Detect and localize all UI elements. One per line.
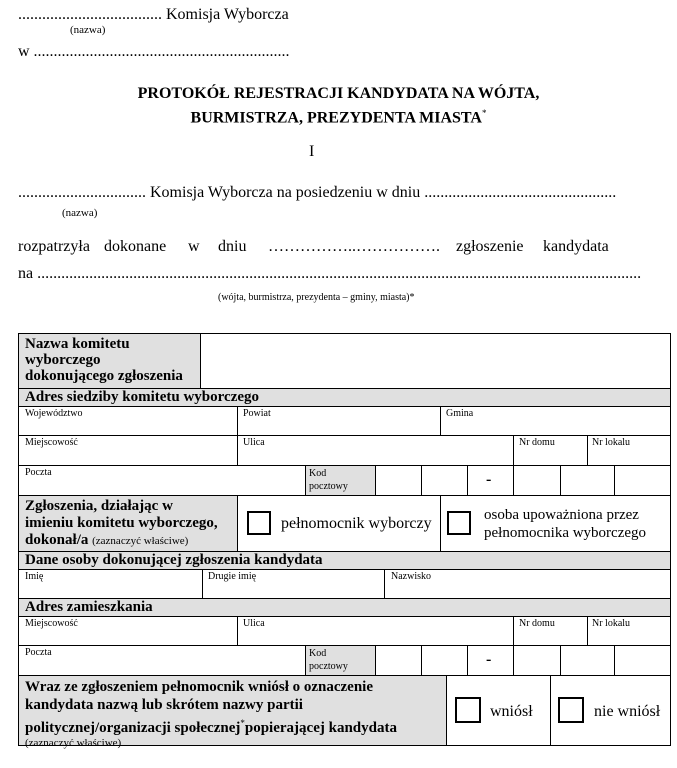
in-word: w: [188, 238, 200, 255]
res-locality-field[interactable]: [19, 617, 237, 645]
residence-address-header: Adres zamieszkania: [25, 599, 153, 615]
proxy-option-label: pełnomocnik wyborczy: [281, 515, 432, 532]
proxy-checkbox[interactable]: [247, 511, 271, 535]
res-street-field[interactable]: [238, 617, 513, 645]
document-title-line2: BURMISTRZA, PREZYDENTA MIASTA*: [190, 108, 487, 127]
request-note: (zaznaczyć właściwe): [25, 737, 122, 749]
first-name-label: Imię: [25, 571, 44, 582]
house-number-label: Nr domu: [519, 437, 555, 448]
request-not-made-label: nie wniósł: [594, 703, 661, 720]
res-locality-label: Miejscowość: [25, 618, 78, 629]
notification-word: zgłoszenie: [456, 238, 524, 255]
postcode-digit-1[interactable]: [376, 466, 421, 495]
res-postcode-digit-5[interactable]: [615, 646, 670, 675]
res-postcode-digit-1[interactable]: [376, 646, 421, 675]
position-line: na .......................................................................................................................................................: [18, 265, 642, 282]
request-not-made-checkbox[interactable]: [558, 697, 584, 723]
voivodeship-field[interactable]: [19, 407, 237, 435]
surname-label: Nazwisko: [391, 571, 431, 582]
request-made-label: wniósł: [490, 703, 533, 720]
made-word: dokonane: [104, 238, 167, 255]
street-field[interactable]: [238, 436, 513, 465]
commune-field[interactable]: [441, 407, 670, 435]
location-line: w ................................................................: [18, 43, 290, 60]
person-data-header: Dane osoby dokonującej zgłoszenia kandydata: [25, 552, 323, 568]
second-name-label: Drugie imię: [208, 571, 257, 582]
post-office-label: Poczta: [25, 467, 52, 478]
postcode-digit-3[interactable]: [514, 466, 560, 495]
committee-name-field[interactable]: [201, 334, 670, 388]
res-post-office-field[interactable]: [19, 646, 305, 675]
authorized-person-option-label: osoba upoważniona przez pełnomocnika wyborczego: [484, 507, 647, 541]
acting-label: Zgłoszenia, działając w imieniu komitetu wyborczego, dokonał/a (zaznaczyć właściwe): [25, 498, 218, 548]
session-caption: (nazwa): [62, 207, 98, 219]
postcode-label: Kod pocztowy: [309, 468, 348, 492]
section-number: I: [309, 143, 315, 160]
postcode-digit-4[interactable]: [561, 466, 614, 495]
res-postcode-dash: -: [486, 651, 492, 668]
res-apartment-number-label: Nr lokalu: [592, 618, 631, 629]
apartment-number-label: Nr lokalu: [592, 437, 631, 448]
postcode-digit-2[interactable]: [422, 466, 467, 495]
committee-name-label: Nazwa komitetu wyborczego dokonującego zgłoszenia: [25, 336, 183, 384]
first-name-field[interactable]: [19, 570, 202, 598]
res-postcode-digit-2[interactable]: [422, 646, 467, 675]
res-street-label: Ulica: [243, 618, 265, 629]
res-postcode-digit-3[interactable]: [514, 646, 560, 675]
reviewed-word: rozpatrzyła: [18, 238, 90, 255]
res-house-number-field[interactable]: [514, 617, 587, 645]
date-dots: ……………..…………….: [268, 238, 440, 255]
commission-name-line: .................................... Komisja Wyborcza: [18, 6, 289, 23]
locality-field[interactable]: [19, 436, 237, 465]
authorized-person-checkbox[interactable]: [447, 511, 471, 535]
house-number-field[interactable]: [514, 436, 587, 465]
locality-label: Miejscowość: [25, 437, 78, 448]
res-house-number-label: Nr domu: [519, 618, 555, 629]
commission-name-caption: (nazwa): [70, 24, 106, 36]
commune-label: Gmina: [446, 408, 474, 419]
surname-field[interactable]: [385, 570, 670, 598]
postcode-dash: -: [486, 471, 492, 488]
acting-note: (zaznaczyć właściwe): [92, 535, 189, 547]
res-postcode-label: Kod pocztowy: [309, 648, 348, 672]
party-designation-request-label: Wraz ze zgłoszeniem pełnomocnik wniósł o oznaczenie kandydata nazwą lub skrótem nazwy partii politycznej/organizacji społecznej*popierającej kandydata (zaznaczyć właściwe): [25, 679, 397, 749]
res-apartment-number-field[interactable]: [588, 617, 670, 645]
res-post-office-label: Poczta: [25, 647, 52, 658]
county-field[interactable]: [238, 407, 440, 435]
candidate-word: kandydata: [543, 238, 609, 255]
position-caption: (wójta, burmistrza, prezydenta – gminy, miasta)*: [218, 292, 415, 303]
session-line: ................................ Komisja Wyborcza na posiedzeniu w dniu ................................................: [18, 184, 617, 201]
day-word: dniu: [218, 238, 247, 255]
post-office-field[interactable]: [19, 466, 305, 495]
county-label: Powiat: [243, 408, 271, 419]
postcode-digit-5[interactable]: [615, 466, 670, 495]
res-postcode-digit-4[interactable]: [561, 646, 614, 675]
committee-address-header: Adres siedziby komitetu wyborczego: [25, 389, 260, 405]
street-label: Ulica: [243, 437, 265, 448]
document-title-line1: PROTOKÓŁ REJESTRACJI KANDYDATA NA WÓJTA,: [137, 85, 540, 102]
second-name-field[interactable]: [203, 570, 384, 598]
voivodeship-label: Województwo: [25, 408, 83, 419]
apartment-number-field[interactable]: [588, 436, 670, 465]
request-made-checkbox[interactable]: [455, 697, 481, 723]
